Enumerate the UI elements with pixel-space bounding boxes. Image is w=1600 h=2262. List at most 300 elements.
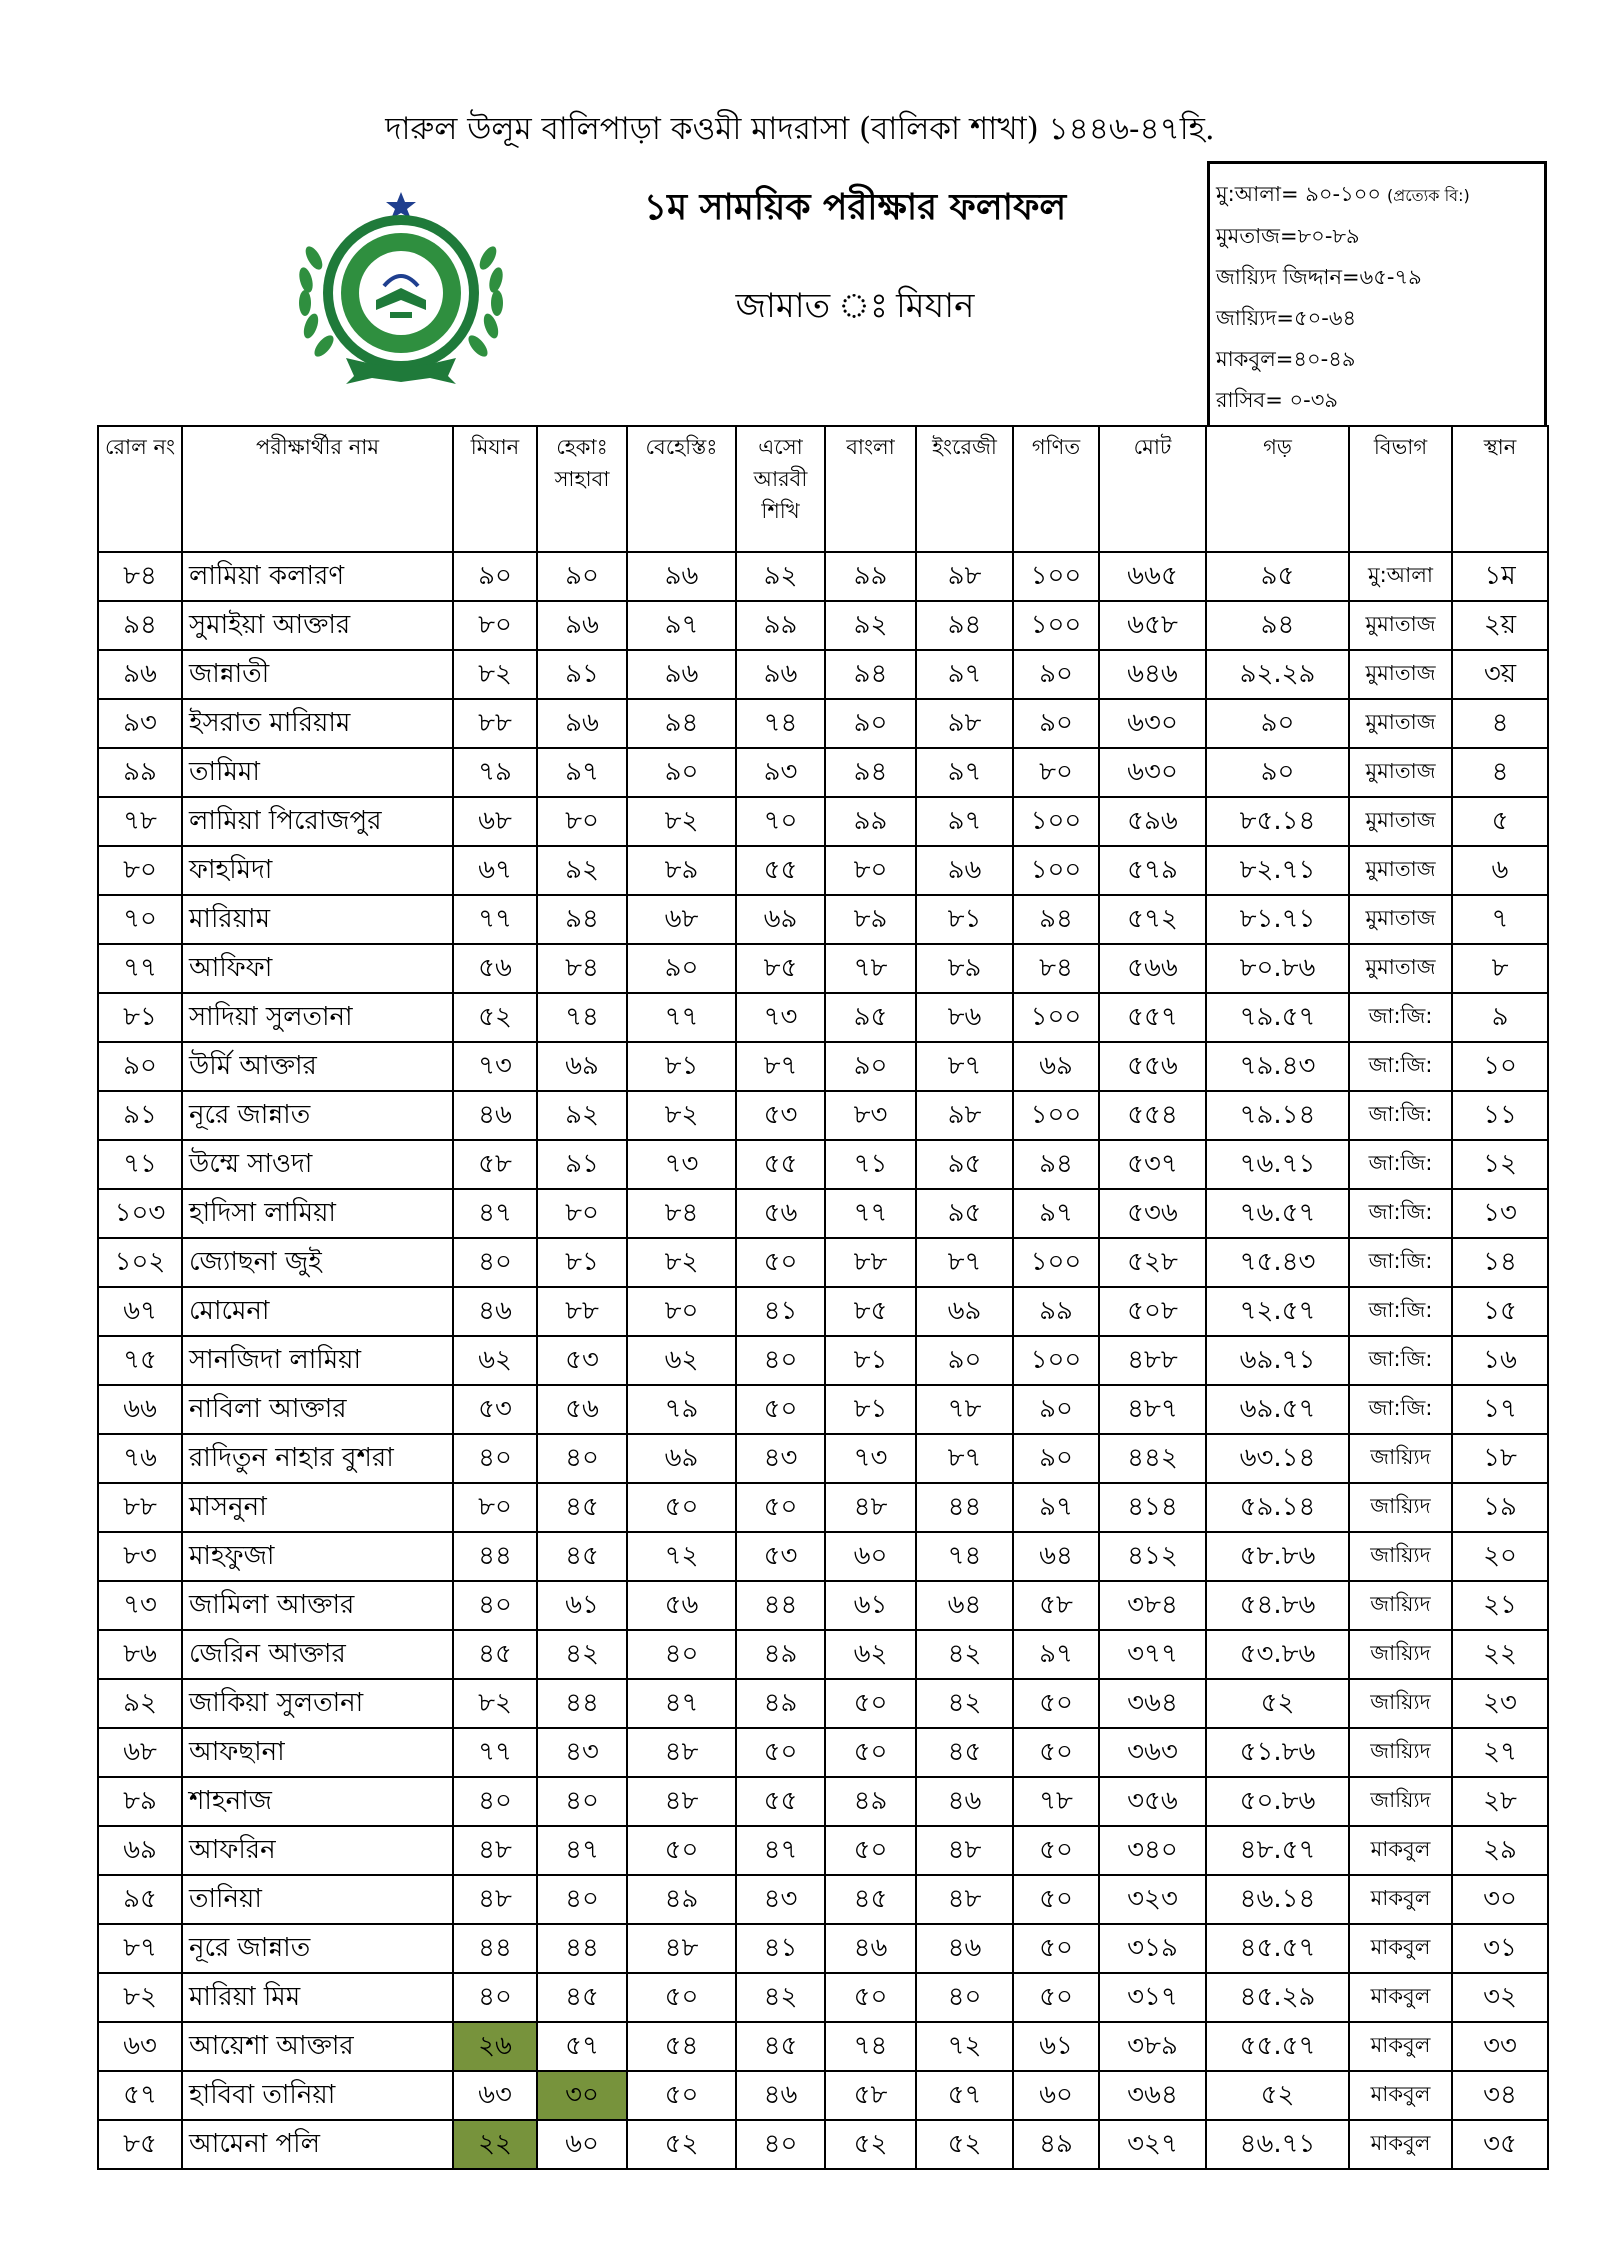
name-cell: সানজিদা লামিয়া (182, 1336, 453, 1385)
mark-cell: ১০০ (1013, 993, 1099, 1042)
mark-cell: ৮৯ (825, 895, 916, 944)
class-value: মিযান (896, 286, 975, 326)
mark-cell: ৮১ (825, 1385, 916, 1434)
mark-cell: ৫২ (825, 2120, 916, 2169)
mark-cell: ৯৬ (537, 601, 627, 650)
mark-cell: ৭৭ (453, 895, 537, 944)
mark-cell: ৪৪ (453, 1532, 537, 1581)
mark-cell: ৯৭ (537, 748, 627, 797)
column-header: বেহেস্তিঃ (627, 426, 736, 552)
mark-cell: ৪৮ (825, 1483, 916, 1532)
roll-cell: ৮৫ (98, 2120, 182, 2169)
total-cell: ৪৮৭ (1099, 1385, 1206, 1434)
mark-cell: ৪৩ (736, 1434, 825, 1483)
grade-scale-text: মুমতাজ=৮০-৮৯ (1216, 224, 1360, 248)
name-cell: মোমেনা (182, 1287, 453, 1336)
class-separator: ঃ (838, 286, 889, 326)
name-cell: উর্মি আক্তার (182, 1042, 453, 1091)
table-row (98, 797, 1548, 846)
grade-scale-item (1216, 174, 1538, 216)
division-cell: মাকবুল (1349, 1875, 1452, 1924)
roll-cell: ৭১ (98, 1140, 182, 1189)
division-cell: জা:জি: (1349, 1336, 1452, 1385)
total-cell: ৩৭৭ (1099, 1630, 1206, 1679)
total-cell: ৩৮৪ (1099, 1581, 1206, 1630)
name-cell: হাদিসা লামিয়া (182, 1189, 453, 1238)
mark-cell: ৪৮ (627, 1728, 736, 1777)
total-cell: ৩৬৩ (1099, 1728, 1206, 1777)
mark-cell: ৬৪ (1013, 1532, 1099, 1581)
division-cell: মুমাতাজ (1349, 748, 1452, 797)
position-cell: ২য় (1452, 601, 1548, 650)
mark-cell: ৯০ (1013, 699, 1099, 748)
mark-cell: ৮০ (825, 846, 916, 895)
mark-cell: ৫২ (916, 2120, 1013, 2169)
average-cell: ৫২ (1206, 2071, 1349, 2120)
table-row (98, 1532, 1548, 1581)
table-row (98, 2120, 1548, 2169)
position-cell: ২৭ (1452, 1728, 1548, 1777)
roll-cell: ৮৩ (98, 1532, 182, 1581)
mark-cell: ৬১ (825, 1581, 916, 1630)
mark-cell: ৯৪ (825, 650, 916, 699)
mark-cell: ৯৭ (1013, 1189, 1099, 1238)
division-cell: জায়্যিদ (1349, 1434, 1452, 1483)
mark-cell: ৮০ (537, 797, 627, 846)
mark-cell: ৫২ (453, 993, 537, 1042)
mark-cell: ৬৪ (916, 1581, 1013, 1630)
mark-cell: ৯২ (537, 846, 627, 895)
total-cell: ৩১৯ (1099, 1924, 1206, 1973)
mark-cell: ৪০ (453, 1581, 537, 1630)
column-header: স্থান (1452, 426, 1548, 552)
total-cell: ৫৩৬ (1099, 1189, 1206, 1238)
column-header: গণিত (1013, 426, 1099, 552)
average-cell: ৬৩.১৪ (1206, 1434, 1349, 1483)
mark-cell: ৬৯ (1013, 1042, 1099, 1091)
results-table (97, 425, 1549, 2170)
column-header: হেকাঃ সাহাবা (537, 426, 627, 552)
grade-scale-text: মাকবুল=৪০-৪৯ (1216, 347, 1356, 371)
mark-cell: ৯৬ (627, 650, 736, 699)
mark-cell: ৪০ (453, 1973, 537, 2022)
name-cell: তামিমা (182, 748, 453, 797)
total-cell: ৬৩০ (1099, 699, 1206, 748)
mark-cell: ৪৩ (537, 1728, 627, 1777)
roll-cell: ৬৯ (98, 1826, 182, 1875)
mark-cell: ৫০ (736, 1385, 825, 1434)
position-cell: ২৩ (1452, 1679, 1548, 1728)
total-cell: ৫৩৭ (1099, 1140, 1206, 1189)
average-cell: ৭৫.৪৩ (1206, 1238, 1349, 1287)
mark-cell: ৮০ (627, 1287, 736, 1336)
table-row (98, 1189, 1548, 1238)
table-row (98, 552, 1548, 601)
name-cell: জাকিয়া সুলতানা (182, 1679, 453, 1728)
division-cell: মুমাতাজ (1349, 846, 1452, 895)
mark-cell: ৭০ (736, 797, 825, 846)
mark-cell: ৮১ (825, 1336, 916, 1385)
average-cell: ৭৯.৫৭ (1206, 993, 1349, 1042)
table-row (98, 1728, 1548, 1777)
average-cell: ৪৬.১৪ (1206, 1875, 1349, 1924)
mark-cell: ৪৮ (453, 1826, 537, 1875)
division-cell: মাকবুল (1349, 2022, 1452, 2071)
mark-cell: ৯২ (537, 1091, 627, 1140)
exam-title: ১ম সাময়িক পরীক্ষার ফলাফল (643, 186, 1067, 228)
mark-cell: ৭৩ (825, 1434, 916, 1483)
mark-cell: ৭৩ (453, 1042, 537, 1091)
average-cell: ৯৪ (1206, 601, 1349, 650)
mark-cell: ৫৫ (736, 846, 825, 895)
name-cell: সাদিয়া সুলতানা (182, 993, 453, 1042)
mark-cell: ২২ (453, 2120, 537, 2169)
mark-cell: ৫৬ (453, 944, 537, 993)
mark-cell: ৪৫ (537, 1532, 627, 1581)
mark-cell: ৪৪ (916, 1483, 1013, 1532)
roll-cell: ৮২ (98, 1973, 182, 2022)
mark-cell: ৬২ (453, 1336, 537, 1385)
mark-cell: ৯০ (537, 552, 627, 601)
name-cell: মারিয়াম (182, 895, 453, 944)
roll-cell: ৭০ (98, 895, 182, 944)
table-row (98, 1483, 1548, 1532)
mark-cell: ৫০ (825, 1728, 916, 1777)
mark-cell: ৬৮ (627, 895, 736, 944)
roll-cell: ৯৫ (98, 1875, 182, 1924)
mark-cell: ৯০ (825, 699, 916, 748)
division-cell: জায়্যিদ (1349, 1483, 1452, 1532)
mark-cell: ৯৬ (537, 699, 627, 748)
roll-cell: ১০৩ (98, 1189, 182, 1238)
table-row (98, 1777, 1548, 1826)
roll-cell: ৭৮ (98, 797, 182, 846)
total-cell: ৪১২ (1099, 1532, 1206, 1581)
roll-cell: ৬৬ (98, 1385, 182, 1434)
name-cell: আয়েশা আক্তার (182, 2022, 453, 2071)
total-cell: ৬৬৫ (1099, 552, 1206, 601)
average-cell: ৪৫.২৯ (1206, 1973, 1349, 2022)
mark-cell: ৯১ (537, 650, 627, 699)
mark-cell: ৫৬ (736, 1189, 825, 1238)
mark-cell: ৯৭ (1013, 1630, 1099, 1679)
division-cell: মাকবুল (1349, 1826, 1452, 1875)
position-cell: ২২ (1452, 1630, 1548, 1679)
total-cell: ৫২৮ (1099, 1238, 1206, 1287)
position-cell: ২৯ (1452, 1826, 1548, 1875)
name-cell: জান্নাতী (182, 650, 453, 699)
roll-cell: ৭৬ (98, 1434, 182, 1483)
division-cell: মাকবুল (1349, 1973, 1452, 2022)
madrasa-seal-logo (272, 188, 530, 388)
name-cell: সুমাইয়া আক্তার (182, 601, 453, 650)
name-cell: রাদিতুন নাহার বুশরা (182, 1434, 453, 1483)
mark-cell: ৯৪ (1013, 1140, 1099, 1189)
average-cell: ৫২ (1206, 1679, 1349, 1728)
roll-cell: ৯২ (98, 1679, 182, 1728)
mark-cell: ৪২ (537, 1630, 627, 1679)
mark-cell: ৯০ (1013, 650, 1099, 699)
average-cell: ৫৪.৮৬ (1206, 1581, 1349, 1630)
column-header: এসো আরবী শিখি (736, 426, 825, 552)
roll-cell: ৯৬ (98, 650, 182, 699)
class-label: জামাত (735, 286, 831, 326)
mark-cell: ১০০ (1013, 601, 1099, 650)
mark-cell: ৫০ (1013, 1973, 1099, 2022)
table-row (98, 944, 1548, 993)
mark-cell: ৮৮ (453, 699, 537, 748)
mark-cell: ৯৪ (537, 895, 627, 944)
division-cell: জা:জি: (1349, 1140, 1452, 1189)
column-header: ইংরেজী (916, 426, 1013, 552)
average-cell: ৫৮.৮৬ (1206, 1532, 1349, 1581)
mark-cell: ৮৫ (736, 944, 825, 993)
average-cell: ৭৬.৭১ (1206, 1140, 1349, 1189)
mark-cell: ৯৯ (825, 797, 916, 846)
mark-cell: ৭৮ (1013, 1777, 1099, 1826)
table-row (98, 1875, 1548, 1924)
table-row (98, 1434, 1548, 1483)
mark-cell: ৬৩ (453, 2071, 537, 2120)
grade-scale-text: জায়্যিদ জিদ্দান=৬৫-৭৯ (1216, 265, 1422, 289)
total-cell: ৩৬৪ (1099, 1679, 1206, 1728)
mark-cell: ৫০ (627, 2071, 736, 2120)
mark-cell: ১০০ (1013, 552, 1099, 601)
mark-cell: ৯০ (627, 944, 736, 993)
total-cell: ৩৪০ (1099, 1826, 1206, 1875)
mark-cell: ৬১ (537, 1581, 627, 1630)
mark-cell: ৪৫ (453, 1630, 537, 1679)
mark-cell: ৪৮ (627, 1924, 736, 1973)
roll-cell: ৮০ (98, 846, 182, 895)
total-cell: ৪৪২ (1099, 1434, 1206, 1483)
name-cell: লামিয়া কলারণ (182, 552, 453, 601)
mark-cell: ৪৫ (736, 2022, 825, 2071)
mark-cell: ৪০ (537, 1875, 627, 1924)
roll-cell: ৮৬ (98, 1630, 182, 1679)
mark-cell: ৯৮ (916, 1091, 1013, 1140)
position-cell: ৩২ (1452, 1973, 1548, 2022)
division-cell: জায়্যিদ (1349, 1728, 1452, 1777)
name-cell: তানিয়া (182, 1875, 453, 1924)
division-cell: মুমাতাজ (1349, 797, 1452, 846)
mark-cell: ৮০ (453, 1483, 537, 1532)
mark-cell: ৫০ (627, 1483, 736, 1532)
mark-cell: ৭৭ (453, 1728, 537, 1777)
table-row (98, 601, 1548, 650)
roll-cell: ৯৩ (98, 699, 182, 748)
table-row (98, 1287, 1548, 1336)
division-cell: জায়্যিদ (1349, 1679, 1452, 1728)
mark-cell: ৮৩ (825, 1091, 916, 1140)
division-cell: জা:জি: (1349, 1385, 1452, 1434)
average-cell: ৬৯.৫৭ (1206, 1385, 1349, 1434)
table-row (98, 1091, 1548, 1140)
column-header: রোল নং (98, 426, 182, 552)
total-cell: ৫৬৬ (1099, 944, 1206, 993)
position-cell: ১০ (1452, 1042, 1548, 1091)
total-cell: ৫৫৭ (1099, 993, 1206, 1042)
mark-cell: ৪৮ (916, 1826, 1013, 1875)
roll-cell: ৯১ (98, 1091, 182, 1140)
mark-cell: ৪৯ (1013, 2120, 1099, 2169)
position-cell: ৩১ (1452, 1924, 1548, 1973)
mark-cell: ৮৯ (627, 846, 736, 895)
name-cell: জামিলা আক্তার (182, 1581, 453, 1630)
mark-cell: ৮৭ (916, 1042, 1013, 1091)
average-cell: ৯৫ (1206, 552, 1349, 601)
grade-scale-text: মু:আলা= ৯০-১০০ (1216, 182, 1382, 206)
roll-cell: ৯৪ (98, 601, 182, 650)
total-cell: ৬৪৬ (1099, 650, 1206, 699)
mark-cell: ৯০ (825, 1042, 916, 1091)
division-cell: জায়্যিদ (1349, 1630, 1452, 1679)
average-cell: ৮২.৭১ (1206, 846, 1349, 895)
table-row (98, 1679, 1548, 1728)
name-cell: আফিফা (182, 944, 453, 993)
mark-cell: ৪৯ (736, 1630, 825, 1679)
mark-cell: ৪৭ (627, 1679, 736, 1728)
mark-cell: ৯৫ (825, 993, 916, 1042)
mark-cell: ৪৬ (453, 1091, 537, 1140)
mark-cell: ৯৯ (825, 552, 916, 601)
position-cell: ৩০ (1452, 1875, 1548, 1924)
total-cell: ৫৭৯ (1099, 846, 1206, 895)
mark-cell: ১০০ (1013, 1238, 1099, 1287)
column-header: গড় (1206, 426, 1349, 552)
average-cell: ৪৮.৫৭ (1206, 1826, 1349, 1875)
mark-cell: ৯৭ (916, 650, 1013, 699)
mark-cell: ৬৮ (453, 797, 537, 846)
division-cell: মুমাতাজ (1349, 699, 1452, 748)
division-cell: জা:জি: (1349, 1189, 1452, 1238)
mark-cell: ৭২ (916, 2022, 1013, 2071)
mark-cell: ৮৭ (736, 1042, 825, 1091)
total-cell: ৬৩০ (1099, 748, 1206, 797)
mark-cell: ৫০ (1013, 1728, 1099, 1777)
mark-cell: ৪৯ (825, 1777, 916, 1826)
mark-cell: ৯৬ (736, 650, 825, 699)
table-body (98, 552, 1548, 2169)
mark-cell: ৪৫ (916, 1728, 1013, 1777)
mark-cell: ৯৮ (916, 699, 1013, 748)
mark-cell: ২৬ (453, 2022, 537, 2071)
mark-cell: ৫০ (736, 1238, 825, 1287)
grade-scale-box (1207, 161, 1547, 427)
mark-cell: ৮২ (627, 797, 736, 846)
average-cell: ৭৯.১৪ (1206, 1091, 1349, 1140)
division-cell: জা:জি: (1349, 993, 1452, 1042)
average-cell: ৫৩.৮৬ (1206, 1630, 1349, 1679)
mark-cell: ৯৯ (736, 601, 825, 650)
average-cell: ৮০.৮৬ (1206, 944, 1349, 993)
column-header: বিভাগ (1349, 426, 1452, 552)
mark-cell: ৯৩ (736, 748, 825, 797)
table-row (98, 2022, 1548, 2071)
average-cell: ৬৯.৭১ (1206, 1336, 1349, 1385)
mark-cell: ৪০ (453, 1238, 537, 1287)
mark-cell: ৯০ (1013, 1434, 1099, 1483)
mark-cell: ৬০ (825, 1532, 916, 1581)
position-cell: ৭ (1452, 895, 1548, 944)
mark-cell: ৪০ (537, 1777, 627, 1826)
position-cell: ১৭ (1452, 1385, 1548, 1434)
mark-cell: ৮১ (537, 1238, 627, 1287)
mark-cell: ৭৯ (627, 1385, 736, 1434)
mark-cell: ৫৩ (736, 1532, 825, 1581)
name-cell: আফরিন (182, 1826, 453, 1875)
mark-cell: ৮৪ (1013, 944, 1099, 993)
mark-cell: ৬৯ (537, 1042, 627, 1091)
mark-cell: ৪৬ (736, 2071, 825, 2120)
mark-cell: ৫৫ (736, 1777, 825, 1826)
mark-cell: ৪২ (916, 1679, 1013, 1728)
mark-cell: ৮৮ (537, 1287, 627, 1336)
seal-icon (272, 188, 530, 388)
total-cell: ৩৫৬ (1099, 1777, 1206, 1826)
mark-cell: ৪০ (916, 1973, 1013, 2022)
position-cell: ২১ (1452, 1581, 1548, 1630)
mark-cell: ৫০ (627, 1826, 736, 1875)
mark-cell: ৬৯ (916, 1287, 1013, 1336)
mark-cell: ৪৮ (453, 1875, 537, 1924)
average-cell: ৯০ (1206, 699, 1349, 748)
average-cell: ৫৯.১৪ (1206, 1483, 1349, 1532)
table-row (98, 993, 1548, 1042)
position-cell: ১৫ (1452, 1287, 1548, 1336)
position-cell: ৮ (1452, 944, 1548, 993)
mark-cell: ৪০ (627, 1630, 736, 1679)
mark-cell: ৯১ (537, 1140, 627, 1189)
roll-cell: ৮৯ (98, 1777, 182, 1826)
average-cell: ৫৫.৫৭ (1206, 2022, 1349, 2071)
name-cell: উম্মে সাওদা (182, 1140, 453, 1189)
mark-cell: ৭৪ (916, 1532, 1013, 1581)
mark-cell: ৫৬ (537, 1385, 627, 1434)
mark-cell: ৭৭ (825, 1189, 916, 1238)
position-cell: ১৬ (1452, 1336, 1548, 1385)
name-cell: নূরে জান্নাত (182, 1091, 453, 1140)
mark-cell: ৪৮ (627, 1777, 736, 1826)
mark-cell: ৮০ (537, 1189, 627, 1238)
mark-cell: ৪৪ (537, 1924, 627, 1973)
mark-cell: ৫৭ (916, 2071, 1013, 2120)
mark-cell: ৯৯ (1013, 1287, 1099, 1336)
division-cell: মাকবুল (1349, 2071, 1452, 2120)
mark-cell: ৭৩ (736, 993, 825, 1042)
mark-cell: ৮০ (453, 601, 537, 650)
mark-cell: ৬০ (1013, 2071, 1099, 2120)
mark-cell: ৫০ (736, 1728, 825, 1777)
mark-cell: ৯৪ (825, 748, 916, 797)
table-row (98, 1385, 1548, 1434)
position-cell: ১৯ (1452, 1483, 1548, 1532)
name-cell: লামিয়া পিরোজপুর (182, 797, 453, 846)
division-cell: মুমাতাজ (1349, 895, 1452, 944)
mark-cell: ৯৪ (916, 601, 1013, 650)
mark-cell: ৫৭ (537, 2022, 627, 2071)
mark-cell: ৪৯ (736, 1679, 825, 1728)
grade-scale-item (1216, 339, 1538, 380)
mark-cell: ৭২ (627, 1532, 736, 1581)
mark-cell: ৮০ (1013, 748, 1099, 797)
roll-cell: ৭৩ (98, 1581, 182, 1630)
table-row (98, 748, 1548, 797)
mark-cell: ৯৪ (1013, 895, 1099, 944)
grade-scale-item (1216, 216, 1538, 257)
mark-cell: ৪৫ (537, 1483, 627, 1532)
division-cell: জায়্যিদ (1349, 1777, 1452, 1826)
